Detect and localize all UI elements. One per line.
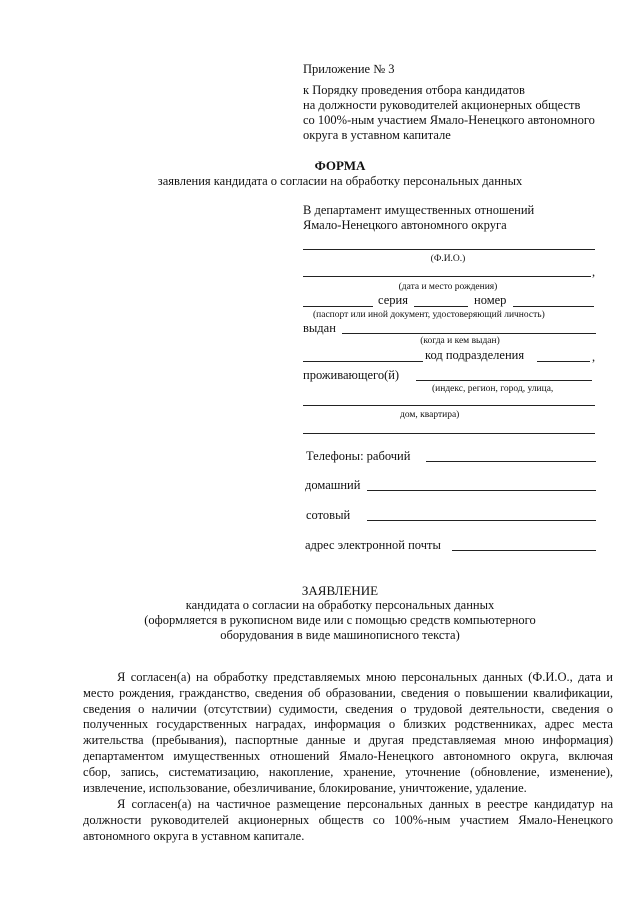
p1-line-7: сбор, запись, систематизацию, накопление, хранение, уточнение (обновление, изменение), [83, 764, 613, 779]
appendix-line-3: со 100%-ным участием Ямало-Ненецкого автономного [303, 113, 595, 127]
appendix-line-1: к Порядку проведения отбора кандидатов [303, 83, 525, 97]
phone-home-label: домашний [305, 478, 361, 492]
dept-code-comma: , [592, 350, 596, 364]
appendix-line-2: на должности руководителей акционерных обществ [303, 98, 581, 112]
house-hint: дом, квартира) [400, 410, 460, 420]
p2-line-2: должности руководителей акционерных обществ со 100%-ным участием Ямало-Ненецкого [83, 812, 613, 827]
birth-line[interactable] [303, 276, 591, 277]
address-line-2[interactable] [303, 433, 595, 434]
phone-work-line[interactable] [426, 461, 596, 462]
living-label: проживающего(й) [303, 368, 400, 382]
email-label: адрес электронной почты [305, 538, 441, 552]
p1-line-5: жительства (пребывания), паспортные данные и другая представляемая мною информация) [83, 733, 613, 748]
statement-sub-1: кандидата о согласии на обработку персональных данных [185, 598, 495, 612]
dept-code-label: код подразделения [425, 348, 525, 362]
birth-comma: , [592, 265, 596, 279]
p1-line-3: сведения о наличии (отсутствии) судимости, сведения о трудовой деятельности, сведения о [83, 701, 613, 716]
p2-line-1: Я согласен(а) на частичное размещение персональных данных в реестре кандидатур на [117, 797, 613, 811]
appendix-title: Приложение № 3 [303, 62, 395, 76]
issued-label: выдан [303, 321, 336, 335]
consent-paragraph-2 [83, 797, 613, 844]
p1-line-6: департаментом имущественных отношений Ямало-Ненецкого автономного округа, включая [83, 748, 613, 763]
dept-code-line[interactable] [537, 361, 590, 362]
appendix-line-4: округа в уставном капитале [303, 128, 451, 142]
doc-type-line[interactable] [303, 306, 373, 307]
fio-hint: (Ф.И.О.) [430, 254, 466, 264]
statement-sub-3: оборудования в виде машинописного текста) [220, 628, 460, 642]
passport-hint: (паспорт или иной документ, удостоверяющий личность) [313, 310, 545, 320]
series-label: серия [378, 293, 408, 307]
statement-sub-2: (оформляется в рукописном виде или с помощью средств компьютерного [144, 613, 536, 627]
phone-mobile-line[interactable] [367, 520, 596, 521]
number-line[interactable] [513, 306, 594, 307]
consent-paragraph-1 [83, 670, 613, 796]
p1-line-1: Я согласен(а) на обработку представляемых мною персональных данных (Ф.И.О., дата и [117, 670, 613, 684]
addressee-line-2: Ямало-Ненецкого автономного округа [303, 218, 507, 232]
series-line[interactable] [414, 306, 468, 307]
p1-line-4: полученных государственных наградах, информация о близких родственниках, адрес места [83, 717, 613, 732]
phone-work-label: Телефоны: рабочий [306, 449, 411, 463]
form-subtitle: заявления кандидата о согласии на обработку персональных данных [157, 174, 523, 188]
p1-line-2: место рождения, гражданство, сведения об образовании, сведения о повышении квалификации, [83, 685, 613, 700]
birth-hint: (дата и место рождения) [398, 282, 498, 292]
addressee-line-1: В департамент имущественных отношений [303, 203, 535, 217]
phone-mobile-label: сотовый [306, 508, 351, 522]
address-hint: (индекс, регион, город, улица, [432, 384, 554, 394]
phone-home-line[interactable] [367, 490, 596, 491]
number-label: номер [474, 293, 507, 307]
fio-line[interactable] [303, 249, 595, 250]
p1-line-8: извлечение, использование, обезличивание, блокирование, уничтожение, удаление. [83, 780, 527, 795]
issuer-line[interactable] [303, 361, 423, 362]
form-title: ФОРМА [314, 158, 366, 173]
issued-hint: (когда и кем выдан) [420, 336, 500, 346]
issued-line[interactable] [342, 333, 596, 334]
living-line[interactable] [416, 380, 592, 381]
email-line[interactable] [452, 550, 596, 551]
p2-line-3: автономного округа в уставном капитале. [83, 828, 305, 843]
address-line[interactable] [303, 405, 595, 406]
statement-title: ЗАЯВЛЕНИЕ [301, 583, 379, 598]
